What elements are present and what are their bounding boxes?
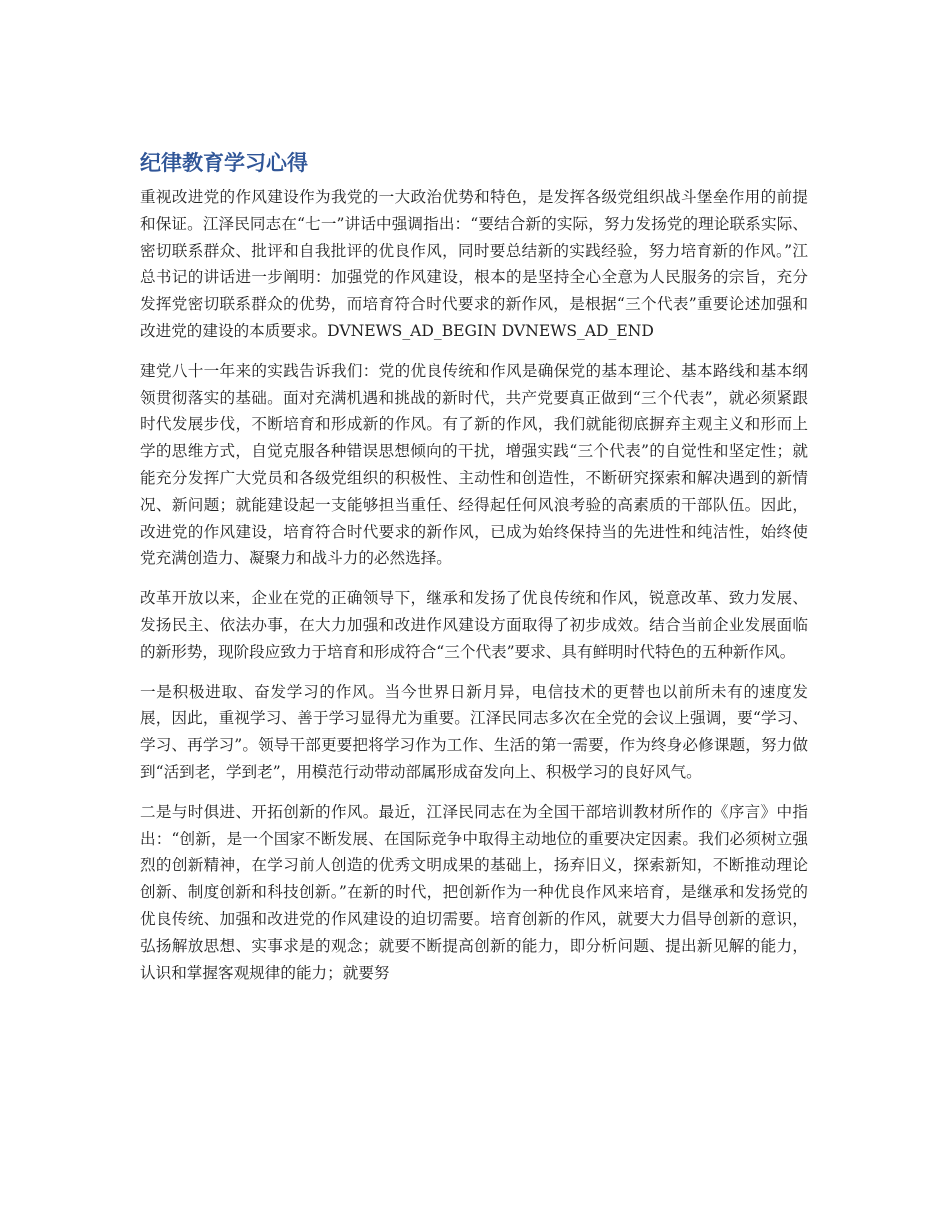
document-body (140, 148, 808, 999)
paragraph-4: 一是积极进取、奋发学习的作风。当今世界日新月异，电信技术的更替也以前所未有的速度发展，因此，重视学习、善于学习显得尤为重要。江泽民同志多次在全党的会议上强调，要“学习、学习、再学习”。领导干部更要把将学习作为工作、生活的第一需要，作为终身必修课题，努力做到“活到老，学到老”，用模范行动带动部属形成奋发向上、积极学习的良好风气。 (140, 682, 808, 781)
paragraph-3: 改革开放以来，企业在党的正确领导下，继承和发扬了优良传统和作风，锐意改革、致力发展、发扬民主、依法办事，在大力加强和改进作风建设方面取得了初步成效。结合当前企业发展面临的新形势，现阶段应致力于培育和形成符合“三个代表”要求、具有鲜明时代特色的五种新作风。 (140, 589, 808, 661)
paragraph-2: 建党八十一年来的实践告诉我们：党的优良传统和作风是确保党的基本理论、基本路线和基本纲领贯彻落实的基础。面对充满机遇和挑战的新时代，共产党要真正做到“三个代表”，就必须紧跟时代发展步伐，不断培育和形成新的作风。有了新的作风，我们就能彻底摒弃主观主义和形而上学的思维方式，自觉克服各种错误思想倾向的干扰，增强实践“三个代表”的自觉性和坚定性；就能充分发挥广大党员和各级党组织的积极性、主动性和创造性，不断研究探索和解决遇到的新情况、新问题；就能建设起一支能够担当重任、经得起任何风浪考验的高素质的干部队伍。因此，改进党的作风建设，培育符合时代要求的新作风，已成为始终保持当的先进性和纯洁性，始终使党充满创造力、凝聚力和战斗力的必然选择。 (140, 361, 808, 568)
paragraph-1: 重视改进党的作风建设作为我党的一大政治优势和特色，是发挥各级党组织战斗堡垒作用的前提和保证。江泽民同志在“七一”讲话中强调指出：“要结合新的实际，努力发扬党的理论联系实际、密切联系群众、批评和自我批评的优良作风，同时要总结新的实践经验，努力培育新的作风。”江总书记的讲话进一步阐明：加强党的作风建设，根本的是坚持全心全意为人民服务的宗旨，充分发挥党密切联系群众的优势，而培育符合时代要求的新作风，是根据“三个代表”重要论述加强和改进党的建设的本质要求。DVNEWS_AD_BEGIN DVNEWS_AD_END (140, 188, 808, 340)
document-title: 纪律教育学习心得 (140, 151, 308, 175)
paragraph-5: 二是与时俱进、开拓创新的作风。最近，江泽民同志在为全国干部培训教材所作的《序言》中指出：“创新，是一个国家不断发展、在国际竞争中取得主动地位的重要决定因素。我们必须树立强烈的创新精神，在学习前人创造的优秀文明成果的基础上，扬弃旧义，探索新知，不断推动理论创新、制度创新和科技创新。”在新的时代，把创新作为一种优良作风来培育，是继承和发扬党的优良传统、加强和改进党的作风建设的迫切需要。培育创新的作风，就要大力倡导创新的意识，弘扬解放思想、实事求是的观念；就要不断提高创新的能力，即分析问题、提出新见解的能力，认识和掌握客观规律的能力；就要努 (140, 802, 808, 982)
